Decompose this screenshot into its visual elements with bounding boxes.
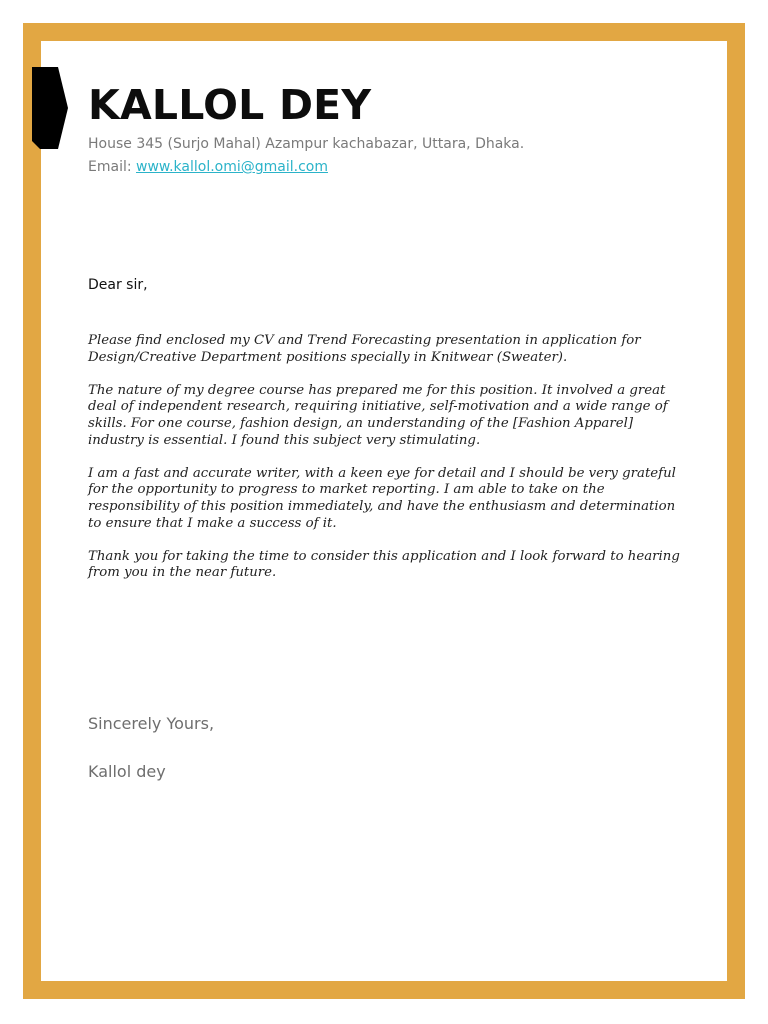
email-label: Email: <box>88 159 137 175</box>
header-tab-marker <box>32 67 68 149</box>
closing-phrase: Sincerely Yours, <box>88 714 215 733</box>
signature-name: Kallol dey <box>88 762 166 781</box>
sender-address: House 345 (Surjo Mahal) Azampur kachabazar, Uttara, Dhaka. <box>88 136 525 152</box>
body-paragraph: I am a fast and accurate writer, with a keen eye for detail and I should be very grateful for the opportunity to progress to market reporting. I am able to take on the responsibility of this position immediately, and have the enthusiasm and determination to ensure that I make a success of it. <box>88 465 676 531</box>
body-paragraph: Please find enclosed my CV and Trend Forecasting presentation in application for Design/Creative Department positions specially in Knitwear (Sweater). <box>88 333 641 365</box>
salutation: Dear sir, <box>88 277 148 293</box>
sender-name: KALLOL DEY <box>88 81 372 129</box>
email-link[interactable]: www.kallol.omi@gmail.com <box>136 159 328 175</box>
letter-body <box>88 333 688 599</box>
email-line <box>88 158 328 176</box>
body-paragraph: The nature of my degree course has prepared me for this position. It involved a great deal of independent research, requiring initiative, self-motivation and a wide range of skills. For one course, fashion design, an understanding of the [Fashion Apparel] industry is essential. I found this subject very stimulating. <box>88 382 668 448</box>
body-paragraph: Thank you for taking the time to consider this application and I look forward to hearing from you in the near future. <box>88 548 680 581</box>
